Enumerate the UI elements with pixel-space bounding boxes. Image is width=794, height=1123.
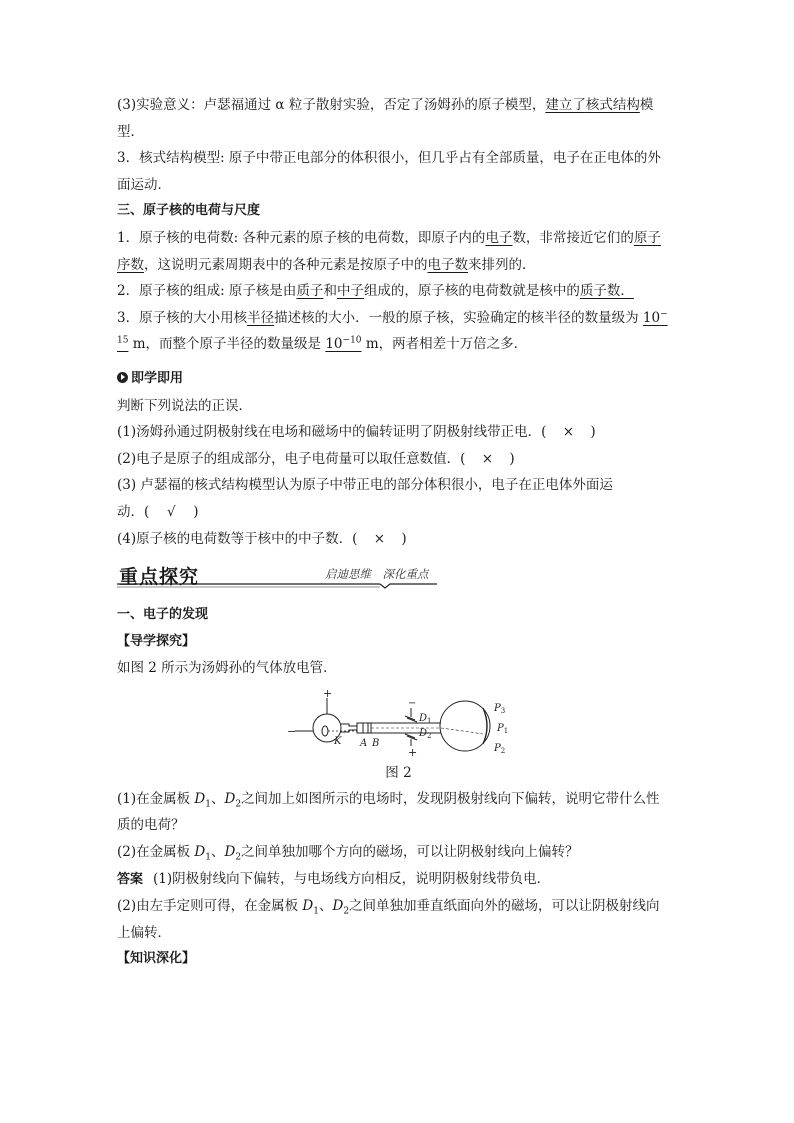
paragraph-charge-number: 1．原子核的电荷数: 各种元素的原子核的电荷数，即原子内的电子数，非常接近它们的原子 — [117, 229, 661, 246]
fig-label-D1: $D_1$ — [419, 712, 432, 725]
discharge-tube-diagram — [117, 686, 680, 760]
paragraph-line: 面运动． — [117, 176, 171, 193]
subsection-heading: 一、电子的发现 — [117, 607, 209, 623]
judgment-item-2: (2)电子是原子的组成部分，电子电荷量可以取任意数值．( × ) — [117, 446, 680, 473]
fig-label-plus-mid: + — [408, 745, 418, 759]
question-1: (1)在金属板 $D_1$、$D_2$之间加上如图所示的电场时，发现阴极射线向下偏转，说明它带什么性 — [117, 790, 660, 810]
paragraph-experiment-significance: (3)实验意义：卢瑟福通过 α 粒子散射实验，否定了汤姆孙的原子模型，建立了核式结构模 — [117, 97, 654, 113]
judgment-item-3-line2: 动．( √ ) — [117, 499, 680, 526]
quick-use-intro: 判断下列说法的正误． — [117, 397, 252, 414]
judgment-item-3: (3) 卢瑟福的核式结构模型认为原子中带正电的部分体积很小，电子在正电体外面运 — [117, 477, 613, 494]
answer-2: (2)由左手定则可得，在金属板 $D_1$、$D_2$之间单独加垂直纸面向外的磁场，可以让阴极射线向 — [117, 898, 660, 917]
guide-label: 【导学探究】 — [117, 633, 196, 649]
question-2: (2)在金属板 $D_1$、$D_2$之间单独加哪个方向的磁场，可以让阴极射线向上偏转？ — [117, 844, 579, 863]
judgment-mark: × — [373, 530, 386, 547]
fig-label-plus-top: + — [323, 686, 333, 700]
fig-label-P1: $P_1$ — [497, 722, 509, 735]
section-subtitle: 启迪思维 深化重点 — [325, 567, 429, 582]
figure-intro: 如图 2 所示为汤姆孙的气体放电管． — [117, 660, 337, 677]
figure-caption: 图 2 — [385, 764, 412, 781]
paragraph-line: 型． — [117, 123, 144, 140]
fig-label-minus-mid: − — [408, 697, 417, 709]
section-title: 重点探究 — [119, 566, 200, 589]
fig-label-P3: $P_3$ — [494, 702, 506, 715]
fig-label-A: A — [360, 737, 368, 749]
play-circle-icon — [117, 372, 128, 383]
fig-label-P2: $P_2$ — [494, 742, 506, 755]
answer-label: 答案 — [117, 871, 144, 887]
judgment-mark: √ — [166, 503, 176, 520]
judgment-item-4: (4)原子核的电荷数等于核中的中子数．( × ) — [117, 526, 680, 553]
answer-2-line2: 上偏转． — [117, 924, 171, 941]
paragraph-line: $^{15}$ m，而整个原子半径的数量级是 $10^{-10}$ m，两者相差十万倍之多． — [117, 335, 528, 353]
fig-label-minus-left: − — [287, 724, 297, 738]
document-page — [117, 92, 680, 973]
judgment-mark: × — [481, 450, 494, 467]
paragraph-nucleus-composition: 2．原子核的组成: 原子核是由质子和中子组成的，原子核的电荷数就是核中的质子数． — [117, 283, 634, 300]
underlined-answer: 建立了 — [545, 97, 586, 113]
fig-label-B: B — [372, 737, 380, 749]
question-1-line2: 质的电荷？ — [117, 817, 185, 834]
knowledge-deepen-label: 【知识深化】 — [117, 951, 196, 967]
section-heading-3: 三、原子核的电荷与尺度 — [117, 203, 261, 219]
judgment-mark: × — [562, 424, 575, 441]
fig-label-D2: $D_2$ — [419, 727, 432, 740]
section-banner — [117, 560, 680, 590]
figure-discharge-tube — [117, 686, 680, 760]
paragraph-nuclear-model: 3．核式结构模型: 原子中带正电部分的体积很小，但几乎占有全部质量，电子在正电体的外 — [117, 150, 661, 167]
judgment-item-1: (1)汤姆孙通过阴极射线在电场和磁场中的偏转证明了阴极射线带正电．( × ) — [117, 419, 680, 446]
paragraph-line: 序数，这说明元素周期表中的各种元素是按原子中的电子数来排列的． — [117, 256, 536, 273]
underlined-answer: 核式结构 — [585, 97, 640, 113]
fig-label-K: K — [334, 735, 342, 747]
answer-1: 答案 (1)阴极射线向下偏转，与电场线方向相反，说明阴极射线带负电． — [117, 870, 551, 887]
quick-use-heading: 即学即用 — [117, 366, 680, 393]
paragraph-nucleus-size: 3．原子核的大小用核半径描述核的大小．一般的原子核，实验确定的核半径的数量级为 10− — [117, 309, 668, 326]
